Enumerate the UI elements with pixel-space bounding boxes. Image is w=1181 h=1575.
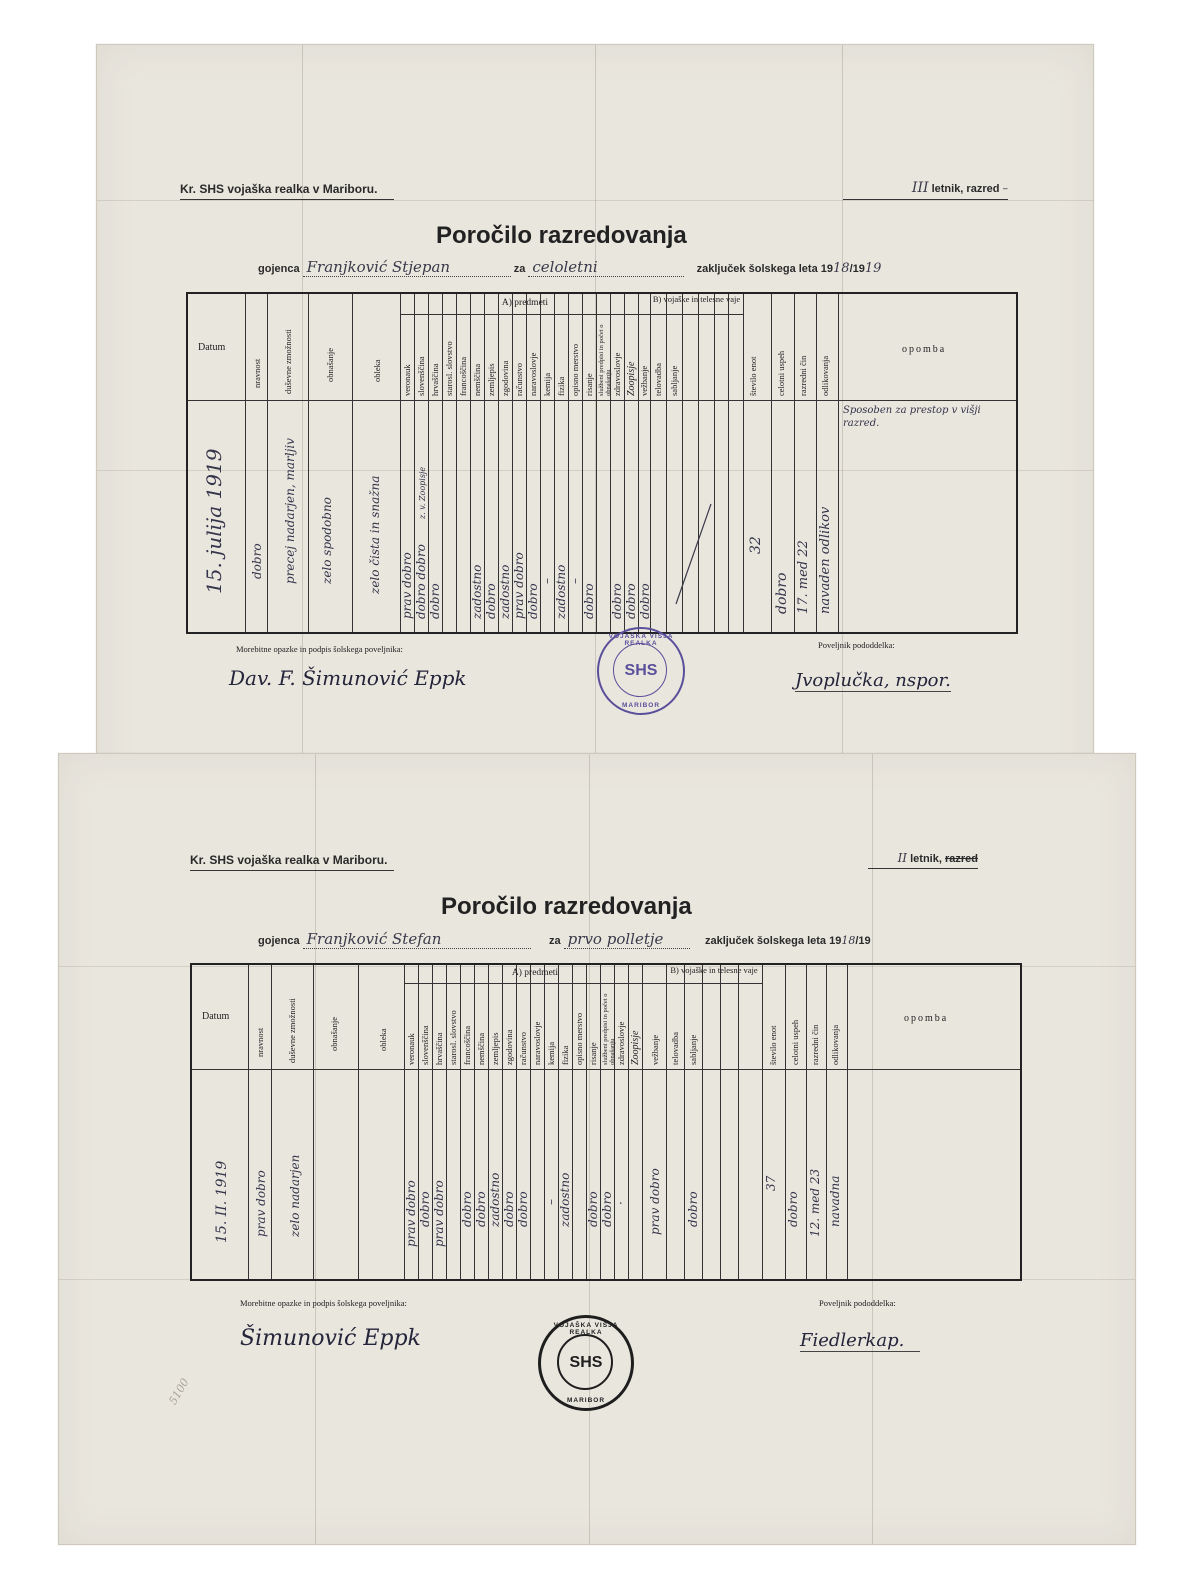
subj-francoscina: francoščina [458,356,468,396]
footer-left-label: Morebitne opazke in podpis šolskega poveljnika: [236,644,403,654]
subj-zemljepis-2: zemljepis [490,1032,500,1065]
entry-opisno: – [568,578,582,584]
subj-kemija-2: kemija [546,1041,556,1065]
subj-vezbanje-2: vežbanje [650,1034,660,1065]
entry-cin-2: 12. med 23 [808,1168,822,1237]
entry-nemscina-2: dobro [474,1191,488,1227]
report-title-2: Poročilo razredovanja [441,893,692,920]
subj-sluzbeni: službeni predpisi in počet o obnašanju [598,324,612,396]
subj-hrvascina: hrvaščina [430,363,440,396]
header-obleka-2: obleka [378,1028,388,1051]
entry-zoopisje: dobro [624,583,638,619]
mil-sabljanje-2: sabljanje [688,1034,698,1065]
entry-risanje-2: dobro [600,1191,614,1227]
footer-right-label-2: Poveljnik pododdelka: [819,1298,896,1308]
subj-zoopisje: Zoopisje [626,361,637,396]
student-name: Franjković Stjepan [303,258,511,277]
subj-starosl: starosl. slovstvo [444,341,454,396]
school-stamp-bottom: VOJAŠKA VIŠJA REALKA SHS MARIBOR [538,1315,634,1411]
period-field-2: prvo polletje [564,930,690,949]
entry-opisno-2: dobro [586,1191,600,1227]
entry-uspeh-2: dobro [786,1191,800,1227]
entry-obnasanje: zelo spodobno [320,497,334,584]
entry-risanje: dobro [582,583,596,619]
entry-odlikovanja: navaden odlikov [818,506,833,614]
entry-dusevne: precej nadarjen, marljiv [283,438,297,584]
header-obleka: obleka [372,359,382,382]
subj-zdravoslovje: zdravoslovje [612,352,622,396]
subj-opisno: opisno merstvo [570,343,580,396]
subj-zgodovina: zgodovina [500,360,510,396]
subj-slovenscina-2: slovenščina [420,1025,430,1065]
header-obnasanje: obnašanje [325,348,335,382]
subj-racunstvo: računstvo [514,362,524,396]
tail-odlikovanja: odlikovanja [820,355,830,396]
subj-opisno-2: opisno merstvo [574,1012,584,1065]
header-nravnost: nravnost [252,358,262,388]
tail-uspeh-2: celotni uspeh [790,1019,800,1065]
entry-cin: 17. med 22 [796,540,811,614]
header-group-a-2: A) predmeti [511,968,559,978]
header-opomba-2: opomba [904,1013,949,1024]
dash-strokes [666,494,746,614]
tail-cin-2: razredni čin [810,1024,820,1065]
entry-racunstvo: prav dobro [512,552,526,619]
signature-left: Dav. F. Šimunović Eppk [229,666,467,690]
student-line: gojenca Franjković Stjepan za celoletni zaključek šolskega leta 1918/1919 [258,258,882,276]
entry-stevilo-2: 37 [764,1175,778,1191]
school-name: Kr. SHS vojaška realka v Mariboru. [180,182,394,200]
entry-datum: 15. julija 1919 [202,448,226,594]
entry-slovenscina: dobro dobro [414,544,428,619]
subj-nemscina-2: nemščina [476,1032,486,1065]
subj-fizika-2: fizika [560,1045,570,1065]
tail-odlikovanja-2: odlikovanja [830,1024,840,1065]
subj-zgodovina-2: zgodovina [504,1029,514,1065]
subj-starosl-2: starosl. slovstvo [448,1010,458,1065]
student-line-2: gojenca Franjković Stefan za prvo polletje zaključek šolskega leta 1918/19 [258,930,871,948]
subj-veronauk: veronauk [402,364,412,396]
entry-racunstvo-2: dobro [516,1191,530,1227]
subj-fizika: fizika [556,376,566,396]
header-nravnost-2: nravnost [255,1027,265,1057]
entry-naravoslovje: dobro [526,583,540,619]
entry-kemija: – [540,578,554,584]
signature-right-2: Fiedlerkap. [800,1330,920,1352]
period-field: celoletni [528,258,684,277]
footer-left-label-2: Morebitne opazke in podpis šolskega poveljnika: [240,1298,407,1308]
entry-zemljepis: dobro [484,583,498,619]
entry-stevilo: 32 [748,536,764,554]
header-group-a: A) predmeti [501,298,549,308]
entry-zdravoslovje: dobro [610,583,624,619]
entry-odlikovanja-2: navadna [828,1175,842,1227]
subj-hrvascina-2: hrvaščina [434,1032,444,1065]
entry-zemljepis-2: zadostno [488,1172,502,1227]
signature-right: Jvoplučka, nspor. [795,670,951,691]
subj-slovenscina: slovenščina [416,356,426,396]
entry-fizika-2: zadostno [558,1172,572,1227]
subj-risanje-2: risanje [588,1042,598,1065]
entry-francoscina-2: dobro [460,1191,474,1227]
entry-zdravoslovje-2: · [614,1201,628,1205]
subj-naravoslovje: naravoslovje [528,352,538,396]
report-title: Poročilo razredovanja [436,222,687,249]
entry-hrvascina-2: prav dobro [432,1180,446,1247]
subj-zemljepis: zemljepis [486,363,496,396]
header-obnasanje-2: obnašanje [329,1017,339,1051]
tail-stevilo-2: število enot [768,1025,778,1065]
opomba-note: Sposoben za prestop v višji razred. [843,405,981,429]
header-datum: Datum [198,342,226,353]
year-level-2: II letnik, razred [868,851,978,869]
entry-nravnost: dobro [250,543,264,579]
header-dusevne-2: duševne zmožnosti [287,998,297,1063]
entry-nravnost-2: prav dobro [254,1170,268,1237]
entry-datum-2: 15. II. 1919 [214,1160,230,1243]
tail-stevilo: število enot [748,356,758,396]
entry-obleka: zelo čista in snažna [368,475,382,594]
signature-left-2: Šimunović Eppk [240,1326,421,1351]
header-group-b-2: B) vojaške in telesne vaje [670,965,758,975]
entry-slovenscina-2: dobro [418,1191,432,1227]
subj-racunstvo-2: računstvo [518,1031,528,1065]
header-dusevne: duševne zmožnosti [283,329,293,394]
grades-table-bottom [190,963,1022,1281]
header-group-b: B) vojaške in telesne vaje [652,294,741,304]
entry-zgodovina-2: dobro [502,1191,516,1227]
subj-francoscina-2: francoščina [462,1025,472,1065]
mil-sabljanje: sabljanje [669,365,679,396]
subj-sluzbeni-2: službeni predpisi in počet o obnašanju [602,993,616,1065]
school-name-2: Kr. SHS vojaška realka v Mariboru. [190,853,394,871]
year-level: III letnik, razred – [843,180,1008,200]
entry-telovadba-2: dobro [686,1191,700,1227]
mil-telovadba-2: telovadba [670,1031,680,1065]
header-opomba: opomba [902,344,947,355]
subj-nemscina: nemščina [472,363,482,396]
entry-uspeh: dobro [774,572,790,614]
footer-right-label: Poveljnik pododdelka: [818,640,895,650]
tail-uspeh: celotni uspeh [776,350,786,396]
pencil-note: 5100 [166,1376,192,1407]
subj-risanje: risanje [584,373,594,396]
grades-table-top [186,292,1018,634]
mil-telovadba: telovadba [653,362,663,396]
subj-kemija: kemija [542,372,552,396]
entry-veronauk: prav dobro [400,552,414,619]
subj-veronauk-2: veronauk [406,1033,416,1065]
entry-note-over: z. v. Zoopisje [418,466,427,519]
tail-cin: razredni čin [798,355,808,396]
entry-kemija-2: – [544,1199,558,1205]
subj-zoopisje-2: Zoopisje [630,1030,641,1065]
subj-naravoslovje-2: naravoslovje [532,1021,542,1065]
entry-hrvascina: dobro [428,583,442,619]
entry-vezbanje: dobro [638,583,652,619]
entry-dusevne-2: zelo nadarjen [288,1154,302,1237]
subj-vezbanje: vežbanje [639,365,649,396]
student-name-2: Franjković Stefan [303,930,531,949]
entry-nemscina: zadostno [470,564,484,619]
entry-zoopisje-2: prav dobro [648,1168,662,1235]
header-datum-2: Datum [202,1011,230,1022]
subj-zdravoslovje-2: zdravoslovje [616,1021,626,1065]
school-stamp-top: VOJAŠKA VIŠJA REALKA SHS MARIBOR [597,627,685,715]
entry-veronauk-2: prav dobro [404,1180,418,1247]
entry-zgodovina: zadostno [498,564,512,619]
entry-fizika: zadostno [554,564,568,619]
